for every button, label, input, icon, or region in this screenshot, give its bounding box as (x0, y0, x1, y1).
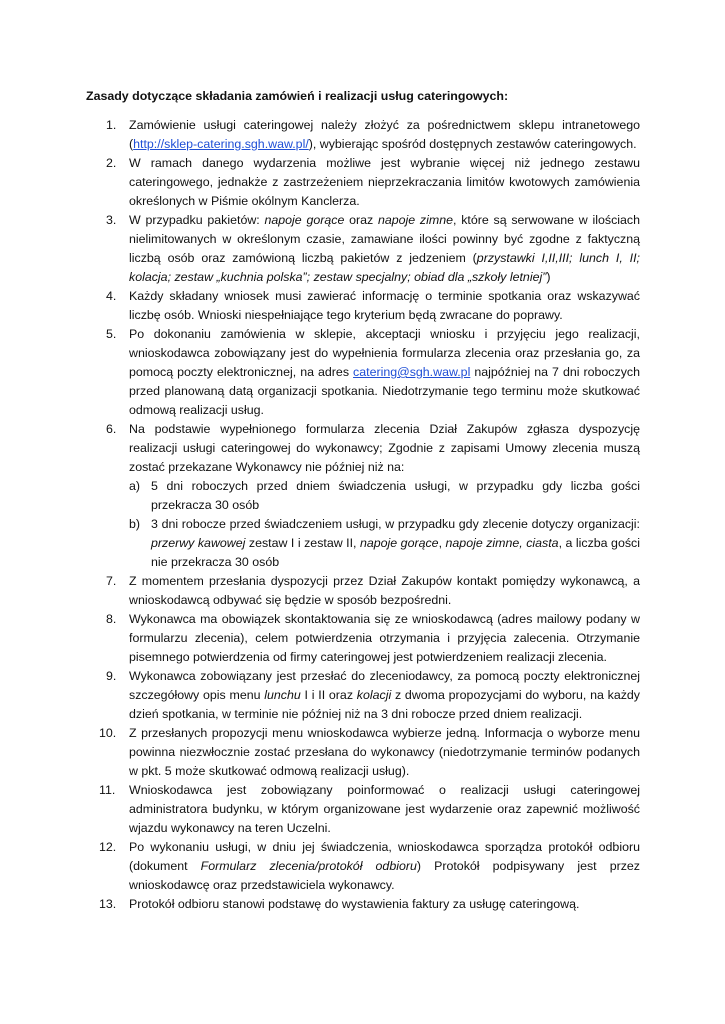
rule-item-12: 12. Po wykonaniu usługi, w dniu jej świadczenia, wnioskodawca sporządza protokół odbioru (dokument Formularz zlecenia/protokół odbioru) Protokół podpisywany jest przez wnioskodawcę oraz przedstawiciela wykonawcy. (99, 840, 640, 892)
sub-list (129, 477, 640, 572)
rule-number: 7. (106, 574, 117, 588)
rule-number: 13. (99, 897, 117, 911)
rule-item-9: 9. Wykonawca zobowiązany jest przesłać do zleceniodawcy, za pomocą poczty elektronicznej szczegółowy opis menu lunchu I i II oraz kolacji z dwoma propozycjami do wyboru, na każdy dzień spotkania, w terminie nie później niż na 3 dni robocze przed dniem realizacji. (106, 669, 640, 721)
sub-item-b: b) 3 dni robocze przed świadczeniem usługi, w przypadku gdy zlecenie dotyczy organizacji: przerwy kawowej zestaw I i zestaw II, napoje gorące, napoje zimne, ciasta, a liczba gości nie przekracza 30 osób (129, 517, 640, 569)
rule-number: 10. (99, 726, 117, 740)
rule-number: 6. (106, 422, 117, 436)
rule-item-7: 7. Z momentem przesłania dyspozycji przez Dział Zakupów kontakt pomiędzy wykonawcą, a wnioskodawcą odbywać się będzie w sposób bezpośredni. (106, 574, 640, 607)
rule-number: 9. (106, 669, 117, 683)
rule-number: 4. (106, 289, 117, 303)
catering-email-link[interactable]: catering@sgh.waw.pl (353, 365, 471, 379)
rule-number: 5. (106, 327, 117, 341)
rule-number: 1. (106, 118, 117, 132)
rule-item-8: 8. Wykonawca ma obowiązek skontaktowania się ze wnioskodawcą (adres mailowy podany w formularzu zlecenia), celem potwierdzenia otrzymania i przyjęcia zalecenia. Otrzymanie pisemnego potwierdzenia od firmy cateringowej jest potwierdzeniem realizacji zlecenia. (106, 612, 640, 664)
rule-item-5: 5. Po dokonaniu zamówienia w sklepie, akceptacji wniosku i przyjęciu jego realizacji, wnioskodawca zobowiązany jest do wypełnienia formularza zlecenia oraz przesłania go, za pomocą poczty elektronicznej, na adres catering@sgh.waw.pl najpóźniej na 7 dni roboczych przed planowaną datą organizacji spotkania. Niedotrzymanie tego terminu może skutkować odmową realizacji usług. (106, 327, 640, 417)
rule-number: 3. (106, 213, 117, 227)
sub-item-label: a) (129, 479, 141, 493)
rule-item-10: 10. Z przesłanych propozycji menu wnioskodawca wybierze jedną. Informacja o wyborze menu powinna niezwłocznie zostać przesłana do wykonawcy (niedotrzymanie terminów podanych w pkt. 5 może skutkować odmową realizacji usług). (99, 726, 640, 778)
sub-item-a: a) 5 dni roboczych przed dniem świadczenia usługi, w przypadku gdy liczba gości przekracza 30 osób (129, 479, 640, 512)
rule-item-6: 6. Na podstawie wypełnionego formularza zlecenia Dział Zakupów zgłasza dyspozycję realizacji usługi cateringowej do wykonawcy; Zgodnie z zapisami Umowy zlecenia muszą zostać przekazane Wykonawcy nie później niż na: a) 5 dni roboczych przed dniem świadczenia usługi, w przypadku gdy liczba gości przekracza 30 osób b) 3 dni robocze przed świadczeniem usługi, w przypadku gdy zlecenie dotyczy organizacji: przerwy kawowej zestaw I i zestaw II, napoje gorące, napoje zimne, ciasta, a liczba gości nie przekracza 30 osób (86, 420, 640, 572)
rule-item-11: 11. Wnioskodawca jest zobowiązany poinformować o realizacji usługi cateringowej administratora budynku, w którym organizowane jest wydarzenie oraz zapewnić możliwość wjazdu wykonawcy na teren Uczelni. (99, 783, 640, 835)
page-title: Zasady dotyczące składania zamówień i realizacji usług cateringowych: (86, 89, 509, 103)
rule-number: 12. (99, 840, 117, 854)
rule-number: 8. (106, 612, 117, 626)
rule-item-4: 4. Każdy składany wniosek musi zawierać informację o terminie spotkania oraz wskazywać liczbę osób. Wnioski niespełniające tego kryterium będą zwracane do poprawy. (106, 289, 640, 322)
rule-item-13: 13. Protokół odbioru stanowi podstawę do wystawienia faktury za usługę cateringową. (86, 895, 640, 914)
rule-number: 2. (106, 156, 117, 170)
rule-item-3: 3. W przypadku pakietów: napoje gorące oraz napoje zimne, które są serwowane w ilościach nielimitowanych w określonym czasie, zamawiane ilości powinny być zgodne z faktyczną liczbą osób oraz zamówioną liczbą pakietów z jedzeniem (przystawki I,II,III; lunch I, II; kolacja; zestaw „kuchnia polska”; zestaw specjalny; obiad dla „szkoły letniej”) (106, 213, 640, 284)
rule-item-1: 1. Zamówienie usługi cateringowej należy złożyć za pośrednictwem sklepu intranetowego (http://sklep-catering.sgh.waw.pl/), wybierając spośród dostępnych zestawów cateringowych. (106, 118, 640, 151)
sub-item-label: b) (129, 517, 141, 531)
rule-item-2: 2. W ramach danego wydarzenia możliwe jest wybranie więcej niż jednego zestawu cateringowego, jednakże z zastrzeżeniem nieprzekraczania limitów kwotowych zamówienia określonych w Piśmie okólnym Kanclerza. (106, 156, 640, 208)
rule-number: 11. (99, 783, 116, 797)
shop-link[interactable]: http://sklep-catering.sgh.waw.pl/ (133, 137, 309, 151)
rules-list (86, 116, 640, 914)
